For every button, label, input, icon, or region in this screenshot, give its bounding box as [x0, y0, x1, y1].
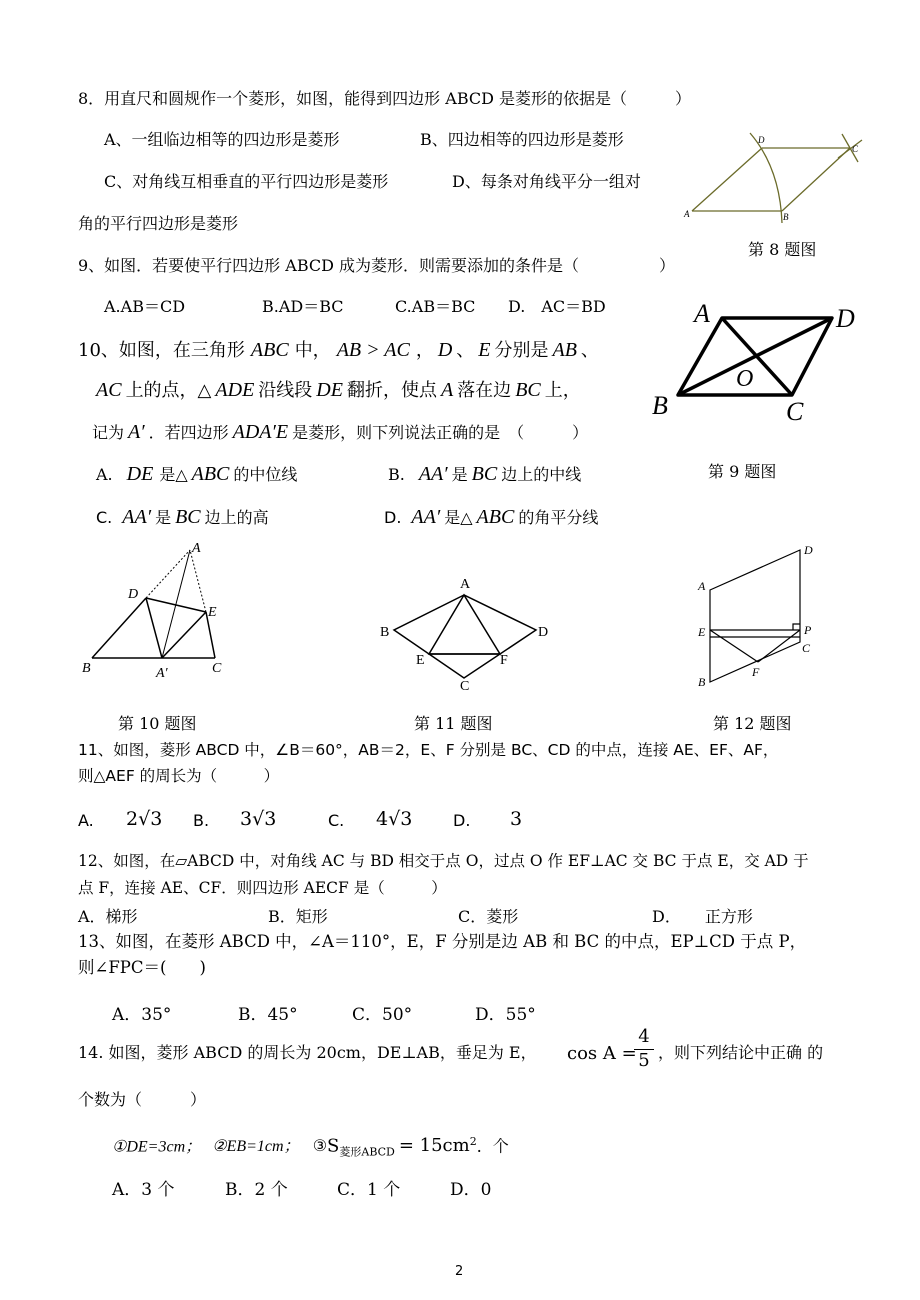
q11-label-b: B	[380, 625, 390, 640]
q12-option-b: B．矩形	[268, 907, 328, 926]
q14-cos: cos A =	[567, 1043, 637, 1064]
q8-label-a: A	[684, 209, 690, 219]
q13-option-c: C．50°	[352, 1005, 413, 1025]
q12-label-c: C	[802, 641, 811, 655]
q10-option-c: C. AA′ 是 BC 边上的高	[96, 506, 269, 528]
q11-figure	[372, 570, 562, 695]
q10-caption: 第 10 题图	[118, 714, 197, 733]
q12-label-p: P	[804, 623, 812, 637]
q12-option-c: C．菱形	[458, 907, 519, 926]
q9-label-c: C	[786, 397, 804, 426]
q9-option-b: B.AD＝BC	[262, 297, 344, 316]
q10-figure	[80, 538, 240, 688]
q10-line2: AC 上的点，△ ADE 沿线段 DE 翻折，使点 A 落在边 BC 上，	[96, 379, 581, 401]
q14-statements: ①DE=3cm； ②EB=1cm； $③S_{菱形ABCD} = 15cm^2$．个	[112, 1135, 509, 1159]
q12-stem-line1: 12、如图，在▱ABCD 中，对角线 AC 与 BD 相交于点 O，过点 O 作 EF⊥AC 交 BC 于点 E，交 AD 于	[78, 852, 809, 870]
q11-option-b-value: 3√3	[240, 808, 277, 830]
q14-option-a: A．3 个	[112, 1180, 175, 1200]
q14-fraction-denominator: 5	[638, 1050, 650, 1071]
q9-stem: 9、如图．若要使平行四边形 ABCD 成为菱形．则需要添加的条件是（ ）	[78, 256, 676, 275]
q12-label-e: E	[698, 625, 706, 639]
q14-fraction-numerator: 4	[638, 1026, 650, 1047]
q8-stem: 8．用直尺和圆规作一个菱形，如图，能得到四边形 ABCD 是菱形的依据是（ ）	[78, 89, 692, 108]
q11-stem-line1: 11、如图，菱形 ABCD 中，∠B＝60°，AB＝2，E、F 分别是 BC、CD 的中点，连接 AE、EF、AF，	[78, 741, 779, 759]
q11-option-a-value: 2√3	[126, 808, 163, 830]
q8-figure	[680, 128, 870, 228]
q8-option-b: B、四边相等的四边形是菱形	[420, 130, 624, 149]
q12-label-f: F	[752, 665, 760, 679]
q10-label-a: A	[192, 541, 201, 556]
q11-option-a-label: A.	[78, 811, 94, 830]
q9-caption: 第 9 题图	[708, 462, 777, 481]
q13-option-d: D．55°	[475, 1005, 536, 1025]
q14-statement-2: ②EB=1cm；	[212, 1138, 300, 1156]
q11-label-a: A	[460, 577, 471, 592]
q10-label-e: E	[208, 605, 217, 620]
q11-option-b-label: B.	[193, 811, 210, 830]
q11-stem-line2: 则△AEF 的周长为（ ）	[78, 767, 280, 785]
page-number: 2	[455, 1264, 464, 1279]
q8-label-b: B	[783, 212, 789, 222]
q11-option-c-label: C.	[328, 811, 345, 830]
q11-label-e: E	[416, 653, 425, 668]
q10-option-d: D. AA′ 是△ ABC 的角平分线	[384, 506, 599, 528]
q9-label-b: B	[652, 391, 668, 420]
q12-label-a: A	[698, 579, 706, 593]
q12-label-b: B	[698, 675, 706, 689]
q14-fraction	[634, 1028, 654, 1070]
q11-option-d-label: D.	[453, 811, 471, 830]
q10-option-a: A. DE 是△ ABC 的中位线	[96, 463, 298, 485]
q10-label-c: C	[212, 661, 222, 676]
q14-statement-1: ①DE=3cm；	[112, 1138, 202, 1156]
q14-option-b: B．2 个	[225, 1180, 288, 1200]
q14-stem-line2: 个数为（ ）	[78, 1090, 207, 1109]
q12-option-d: D． 正方形	[652, 907, 753, 926]
q10-label-a-prime: A′	[156, 666, 168, 681]
q9-label-a: A	[694, 299, 710, 328]
q11-caption: 第 11 题图	[414, 714, 493, 733]
q11-label-f: F	[500, 653, 508, 668]
q8-option-d: D、每条对角线平分一组对	[452, 172, 641, 191]
q8-label-d: D	[758, 135, 765, 145]
q13-option-b: B．45°	[238, 1005, 298, 1025]
q11-option-c-value: 4√3	[376, 808, 413, 830]
q14-stem-line1b: ，则下列结论中正确 的	[658, 1043, 824, 1062]
q8-option-a: A、一组临边相等的四边形是菱形	[104, 130, 340, 149]
q11-label-c: C	[460, 679, 470, 694]
q8-option-d-cont: 角的平行四边形是菱形	[78, 214, 239, 233]
q9-figure	[650, 300, 890, 430]
q8-caption: 第 8 题图	[748, 240, 817, 259]
q8-option-c: C、对角线互相垂直的平行四边形是菱形	[104, 172, 389, 191]
q12-caption: 第 12 题图	[713, 714, 792, 733]
q14-option-d: D．0	[450, 1180, 492, 1200]
q10-label-d: D	[128, 587, 139, 602]
q10-line3: 记为 A′ ．若四边形 ADA′E 是菱形，则下列说法正确的是 （ ）	[92, 421, 589, 443]
q12-label-d: D	[804, 543, 813, 557]
q9-option-d: D. AC＝BD	[508, 297, 606, 316]
q8-label-c: C	[852, 144, 859, 154]
q9-label-d: D	[836, 304, 855, 333]
q9-label-o: O	[736, 366, 754, 392]
q13-option-a: A．35°	[112, 1005, 172, 1025]
q9-option-c: C.AB＝BC	[395, 297, 476, 316]
q10-label-b: B	[82, 661, 91, 676]
q10-option-b: B. AA′ 是 BC 边上的中线	[388, 463, 582, 485]
q12-option-a: A．梯形	[78, 907, 138, 926]
q14-stem-line1a: 14. 如图，菱形 ABCD 的周长为 20cm，DE⊥AB，垂足为 E，	[78, 1043, 537, 1062]
q11-option-d-value: 3	[510, 808, 523, 830]
q12-stem-line2: 点 F，连接 AE、CF．则四边形 AECF 是（ ）	[78, 879, 447, 897]
q9-option-a: A.AB＝CD	[104, 297, 186, 316]
q13-stem-line1: 13、如图，在菱形 ABCD 中，∠A＝110°，E，F 分别是边 AB 和 BC 的中点，EP⊥CD 于点 P，	[78, 932, 807, 951]
q13-stem-line2: 则∠FPC＝( )	[78, 958, 206, 977]
q12-figure	[690, 540, 830, 695]
q11-label-d: D	[538, 625, 549, 640]
q10-line1: 10、如图，在三角形 ABC 中， AB > AC ， D 、 E 分别是 AB 、	[78, 339, 599, 361]
q14-option-c: C．1 个	[337, 1180, 401, 1200]
